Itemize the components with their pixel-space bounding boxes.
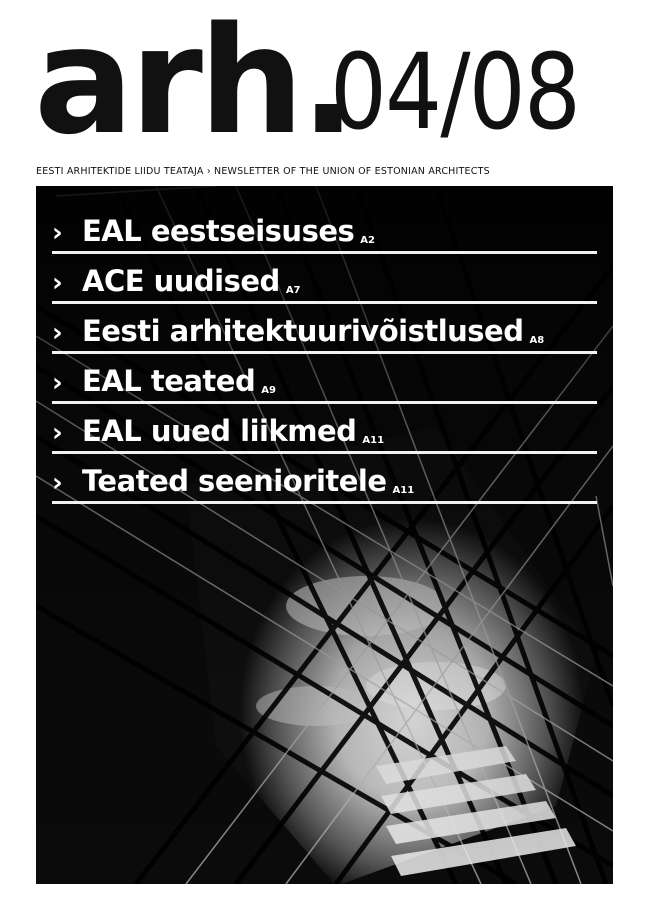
logo: arh. xyxy=(34,0,353,167)
toc-page-ref: A2 xyxy=(360,235,375,246)
chevron-right-icon: › xyxy=(52,268,63,298)
toc-item-eal-uued-liikmed[interactable] xyxy=(52,404,597,454)
toc-title: Teated seenioritele xyxy=(82,464,387,498)
chevron-right-icon: › xyxy=(52,418,63,448)
table-of-contents xyxy=(52,204,597,504)
toc-page-ref: A11 xyxy=(392,485,415,496)
toc-page-ref: A8 xyxy=(529,335,545,346)
toc-item-teated-seenioritele[interactable] xyxy=(52,454,597,504)
toc-title: EAL eestseisuses xyxy=(82,214,355,248)
chevron-right-icon: › xyxy=(52,368,63,398)
toc-title: EAL uued liikmed xyxy=(82,414,357,448)
toc-item-eal-teated[interactable] xyxy=(52,354,597,404)
issue-number: 04/08 xyxy=(330,31,580,153)
chevron-right-icon: › xyxy=(52,218,63,248)
toc-item-eal-eestseisuses[interactable] xyxy=(52,204,597,254)
toc-page-ref: A11 xyxy=(362,435,385,446)
tagline: EESTI ARHITEKTIDE LIIDU TEATAJA › NEWSLETTER OF THE UNION OF ESTONIAN ARCHITECTS xyxy=(36,166,490,177)
toc-title: Eesti arhitektuurivõistlused xyxy=(82,314,524,348)
toc-page-ref: A9 xyxy=(261,385,276,396)
toc-title: ACE uudised xyxy=(82,264,280,298)
toc-item-arhitektuurivoistlused[interactable] xyxy=(52,304,597,354)
chevron-right-icon: › xyxy=(52,468,63,498)
masthead xyxy=(0,0,650,167)
chevron-right-icon: › xyxy=(52,318,63,348)
toc-item-ace-uudised[interactable] xyxy=(52,254,597,304)
toc-title: EAL teated xyxy=(82,364,256,398)
cover-photo xyxy=(36,186,613,884)
toc-page-ref: A7 xyxy=(285,285,301,296)
